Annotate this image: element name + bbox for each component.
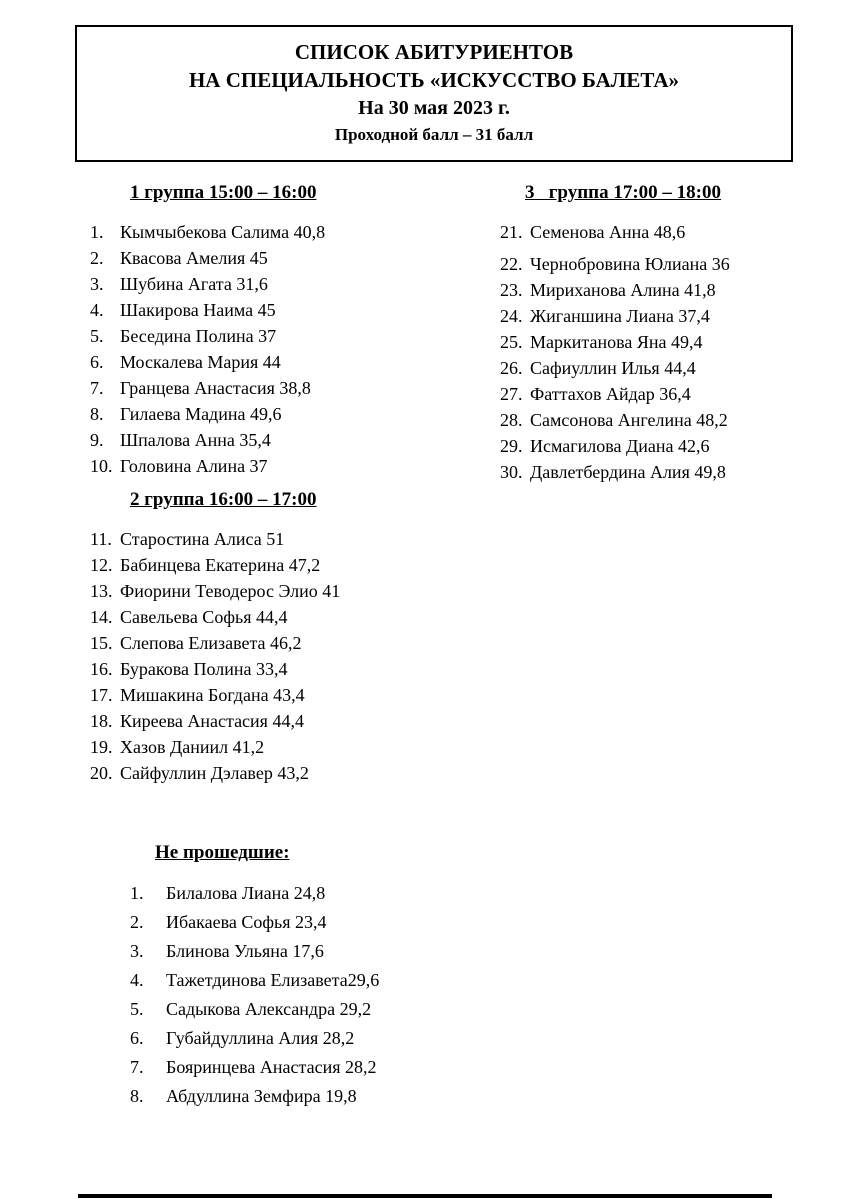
applicant-row [90,375,470,401]
row-text: Сафиуллин Илья 44,4 [530,358,696,378]
row-number: 27. [500,384,523,404]
row-number: 6. [130,1028,144,1048]
applicant-row [500,277,830,303]
right-column [500,182,830,489]
row-number: 8. [90,404,104,424]
applicant-row [90,271,470,297]
row-text: Блинова Ульяна 17,6 [166,941,324,961]
applicant-row [90,245,470,271]
row-number: 19. [90,737,113,757]
applicant-row [90,734,470,760]
row-text: Исмагилова Диана 42,6 [530,436,710,456]
applicant-row [500,459,830,485]
group-3-title: 3 группа 17:00 – 18:00 [525,182,721,203]
applicant-row [90,604,470,630]
group-1-title: 1 группа 15:00 – 16:00 [130,182,317,203]
row-text: Савельева Софья 44,4 [120,607,288,627]
applicant-row [130,1053,550,1082]
row-number: 1. [90,222,104,242]
row-number: 24. [500,306,523,326]
row-number: 10. [90,456,113,476]
applicant-row [130,937,550,966]
row-text: Бояринцева Анастасия 28,2 [166,1057,377,1077]
row-text: Головина Алина 37 [120,456,268,476]
applicant-row [500,329,830,355]
row-text: Кымчыбекова Салима 40,8 [120,222,326,242]
applicant-row [130,1024,550,1053]
row-text: Квасова Амелия 45 [120,248,268,268]
row-number: 3. [130,941,144,961]
row-text: Москалева Мария 44 [120,352,281,372]
applicant-row [500,251,830,277]
applicant-row [90,760,470,786]
row-number: 2. [130,912,144,932]
applicant-row [500,407,830,433]
row-text: Киреева Анастасия 44,4 [120,711,304,731]
row-text: Губайдуллина Алия 28,2 [166,1028,355,1048]
passing-score-line: Проходной балл – 31 балл [334,125,534,144]
applicant-row [90,682,470,708]
applicant-row [130,908,550,937]
row-text: Шпалова Анна 35,4 [120,430,271,450]
header-box [75,25,793,162]
group-3-list [500,219,830,485]
row-number: 20. [90,763,113,783]
row-text: Давлетбердина Алия 49,8 [530,462,726,482]
row-text: Фаттахов Айдар 36,4 [530,384,691,404]
group-1-list [90,219,470,479]
title-line-1: СПИСОК АБИТУРИЕНТОВ [294,40,574,64]
row-number: 13. [90,581,113,601]
row-number: 29. [500,436,523,456]
row-number: 30. [500,462,523,482]
applicant-row [90,401,470,427]
row-text: Самсонова Ангелина 48,2 [530,410,728,430]
applicant-row [90,630,470,656]
row-text: Фиорини Теводерос Элио 41 [120,581,341,601]
row-text: Билалова Лиана 24,8 [166,883,326,903]
applicant-row [90,219,470,245]
row-number: 17. [90,685,113,705]
row-number: 4. [90,300,104,320]
row-text: Сайфуллин Дэлавер 43,2 [120,763,309,783]
row-number: 15. [90,633,113,653]
row-text: Маркитанова Яна 49,4 [530,332,703,352]
row-text: Шубина Агата 31,6 [120,274,268,294]
applicant-row [130,879,550,908]
failed-title: Не прошедшие: [155,842,290,863]
row-number: 14. [90,607,113,627]
row-text: Шакирова Наима 45 [120,300,276,320]
row-number: 5. [90,326,104,346]
row-number: 2. [90,248,104,268]
applicant-row [90,453,470,479]
row-text: Гранцева Анастасия 38,8 [120,378,311,398]
group-2-list [90,526,470,786]
applicant-row [500,355,830,381]
title-line-2: НА СПЕЦИАЛЬНОСТЬ «ИСКУССТВО БАЛЕТА» [188,68,680,92]
failed-section [130,842,550,1115]
applicant-row [500,381,830,407]
row-text: Слепова Елизавета 46,2 [120,633,302,653]
row-text: Мишакина Богдана 43,4 [120,685,305,705]
row-number: 7. [130,1057,144,1077]
row-text: Бабинцева Екатерина 47,2 [120,555,321,575]
row-text: Гилаева Мадина 49,6 [120,404,282,424]
applicant-row [500,219,830,245]
applicant-row [90,708,470,734]
applicant-row [90,656,470,682]
row-text: Семенова Анна 48,6 [530,222,686,242]
row-text: Абдуллина Земфира 19,8 [166,1086,357,1106]
row-number: 5. [130,999,144,1019]
row-number: 26. [500,358,523,378]
row-number: 1. [130,883,144,903]
applicant-row [90,578,470,604]
failed-list [130,879,550,1111]
row-text: Чернобровина Юлиана 36 [530,254,730,274]
row-number: 18. [90,711,113,731]
row-number: 12. [90,555,113,575]
row-text: Хазов Даниил 41,2 [120,737,265,757]
row-number: 22. [500,254,523,274]
row-text: Буракова Полина 33,4 [120,659,288,679]
left-column [90,182,470,790]
applicant-row [90,427,470,453]
row-number: 6. [90,352,104,372]
row-number: 4. [130,970,144,990]
row-text: Садыкова Александра 29,2 [166,999,372,1019]
applicant-row [90,552,470,578]
row-number: 11. [90,529,112,549]
row-number: 21. [500,222,523,242]
applicant-row [90,297,470,323]
row-number: 8. [130,1086,144,1106]
applicant-row [130,966,550,995]
row-text: Жиганшина Лиана 37,4 [530,306,710,326]
title-line-3: На 30 мая 2023 г. [358,97,510,119]
applicant-row [130,1082,550,1111]
applicant-row [500,303,830,329]
row-text: Старостина Алиса 51 [120,529,285,549]
applicant-row [90,349,470,375]
row-text: Ибакаева Софья 23,4 [166,912,327,932]
row-text: Тажетдинова Елизавета29,6 [166,970,380,990]
page-bottom-rule [78,1194,772,1198]
applicant-row [90,323,470,349]
row-number: 7. [90,378,104,398]
group-2-title: 2 группа 16:00 – 17:00 [130,489,317,510]
row-number: 23. [500,280,523,300]
applicant-row [500,433,830,459]
applicant-row [130,995,550,1024]
row-number: 28. [500,410,523,430]
row-number: 25. [500,332,523,352]
row-text: Мириханова Алина 41,8 [530,280,716,300]
row-text: Беседина Полина 37 [120,326,277,346]
applicant-row [90,526,470,552]
row-number: 16. [90,659,113,679]
row-number: 9. [90,430,104,450]
row-number: 3. [90,274,104,294]
